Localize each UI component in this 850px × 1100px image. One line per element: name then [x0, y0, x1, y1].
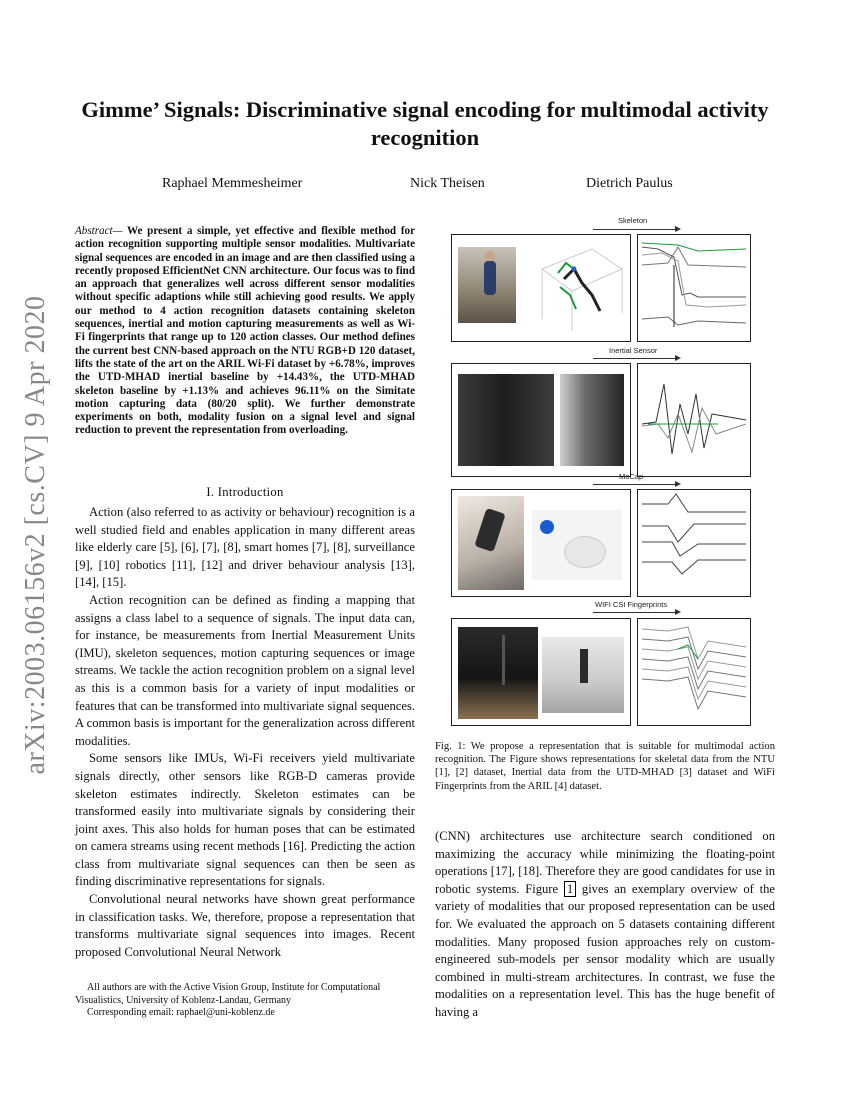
skeleton-input-panel — [451, 234, 631, 342]
inertial-photo-1 — [458, 374, 554, 466]
skeleton-signal-panel — [637, 234, 751, 342]
author-3: Dietrich Paulus — [586, 176, 673, 191]
inertial-signal-plot — [638, 364, 750, 476]
section-heading: I. Introduction — [206, 485, 284, 499]
arrow-head — [675, 226, 681, 232]
arrow-head — [675, 609, 681, 615]
row-label-mocap: MoCap — [619, 472, 644, 481]
footnote-email: Corresponding email: raphael@uni-koblenz.de — [87, 1007, 275, 1018]
arrow-head — [675, 481, 681, 487]
skeleton-3d-plot — [532, 239, 628, 335]
inertial-photo-2 — [560, 374, 624, 466]
arrow-line — [593, 612, 675, 613]
arrow-head — [675, 355, 681, 361]
abstract-label: Abstract— — [75, 225, 123, 237]
right-text-2: gives an exemplary overview of the variety of modalities that our proposed representation can be used for. We evaluated the approach on 5 datasets containing different modalities. Many proposed fusion approaches rely on custom-engineered sub-models per sensor modality which are usually combined in multi-stream architectures. In contrast, we fuse the modalities on a representation level. This has the huge benefit of having a — [435, 881, 775, 1019]
mocap-input-panel — [451, 489, 631, 597]
figure-ref-link[interactable]: 1 — [564, 881, 576, 897]
wifi-signal-plot — [638, 619, 750, 725]
inertial-signal-panel — [637, 363, 751, 477]
abstract — [75, 225, 415, 438]
skeleton-photo — [458, 247, 516, 323]
arrow-line — [593, 229, 675, 230]
right-column-body — [435, 828, 775, 1022]
footnote — [75, 982, 415, 1020]
wifi-input-panel — [451, 618, 631, 726]
arrow-line — [593, 358, 675, 359]
right-text-1: (CNN) architectures use architecture search conditioned on maximizing the accuracy while minimizing the floating-point operations [17], [18]. Therefore they are good candidates for use in robotic systems. Figure — [435, 829, 775, 896]
intro-paragraph: Action (also referred to as activity or behaviour) recognition is a well studied field and enables application in many different areas like elderly care [5], [6], [7], [8], smart homes [7], [8], surveillance [9], [10] robotics [11], [12] and driver behaviour analysis [13], [14], [15]. — [75, 505, 415, 590]
wifi-photo-1 — [458, 627, 538, 719]
inertial-input-panel — [451, 363, 631, 477]
mocap-signal-plot — [638, 490, 750, 596]
footnote-affiliation: All authors are with the Active Vision Group, Institute for Computational Visualistics, University of Koblenz-Landau, Germany — [75, 982, 381, 1006]
wifi-photo-2 — [542, 637, 624, 713]
intro-paragraph: Action recognition can be defined as finding a mapping that assigns a class label to a sequence of signals. The input data can, for instance, be measurements from Inertial Measurement Units (IMU), skeleton sequences, motion capturing sequences or image streams. We tackle the action recognition problem on a signal level as this is a common basis for a variety of input modalities or features that can be transformed into multivariate signal sequences. A common basis is important for the generalization across different modalities. — [75, 592, 415, 748]
intro-body — [75, 504, 415, 961]
intro-paragraph: Some sensors like IMUs, Wi-Fi receivers yield multivariate signals directly, other sensors like RGB-D cameras provide skeleton estimates indirectly. Skeleton estimates can be transformed easily into multivariate signals by considering their joint axes. This also holds for human poses that can be estimated on camera streams using recent methods [16]. Predicting the action class from multivariate signal sequences can then be seen as finding discriminative representations for signals. — [75, 751, 415, 889]
wifi-signal-panel — [637, 618, 751, 726]
row-label-inertial: Inertial Sensor — [609, 346, 658, 355]
author-1: Raphael Memmesheimer — [162, 176, 303, 191]
paper-title: Gimme’ Signals: Discriminative signal encoding for multimodal activity recognition — [81, 97, 769, 150]
row-label-skeleton: Skeleton — [618, 216, 648, 225]
arxiv-id: arXiv:2003.06156v2 [cs.CV] 9 Apr 2020 — [20, 295, 51, 775]
arxiv-stamp — [16, 295, 56, 775]
mocap-photo-2 — [532, 510, 622, 580]
intro-paragraph: Convolutional neural networks have shown great performance in classification tasks. We, therefore, propose a representation that transforms multivariate signal sequences into images. Recent proposed Convolutional Neural Network — [75, 892, 415, 959]
row-label-wifi: WIFI CSI Fingerprints — [595, 600, 668, 609]
author-2: Nick Theisen — [410, 176, 485, 191]
arrow-line — [593, 484, 675, 485]
figure-1 — [435, 212, 775, 732]
figure-caption: Fig. 1: We propose a representation that is suitable for multimodal action recognition. The Figure shows representations for skeletal data from the NTU [1], [2] dataset, Inertial data from the UTD-MHAD [3] dataset and WiFi Fingerprints from the ARIL [4] dataset. — [435, 741, 775, 792]
abstract-text: We present a simple, yet effective and flexible method for action recognition supporting multiple sensor modalities. Multivariate signal sequences are encoded in an image and are then classified using a recently proposed EfficientNet CNN architecture. Our focus was to find an approach that generalizes well across different sensor modalities without specific adaptions while still achieving good results. We apply our method to 4 action recognition datasets containing skeleton sequences, inertial and motion capturing measurements as well as Wi-Fi fingerprints that range up to 120 action classes. Our method defines the current best CNN-based approach on the NTU RGB+D 120 dataset, lifts the state of the art on the ARIL Wi-Fi dataset by +6.78%, improves the UTD-MHAD inertial baseline by +14.43%, the UTD-MHAD skeleton baseline by +1.13% and achieves 96.11% on the Simitate motion capturing data (80/20 split). We further demonstrate experiments on both, modality fusion on a signal level and signal reduction to prevent the representation from overloading. — [75, 225, 415, 437]
mocap-photo-1 — [458, 496, 524, 590]
skeleton-signal-plot — [638, 235, 750, 341]
mocap-signal-panel — [637, 489, 751, 597]
